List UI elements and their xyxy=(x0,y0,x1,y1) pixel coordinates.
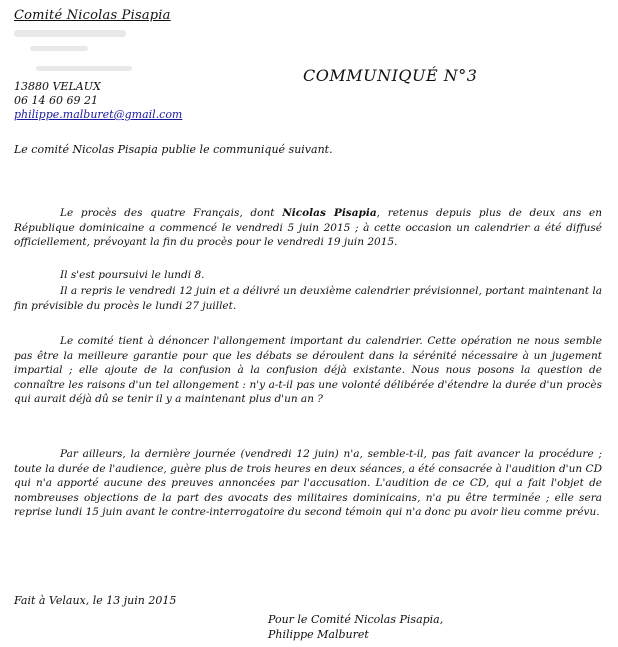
communique-title: COMMUNIQUÉ N°3 xyxy=(303,66,478,85)
paragraph-text: Il s'est poursuivi le lundi 8. xyxy=(60,269,205,281)
signature-block xyxy=(268,612,443,642)
paragraph-text: Le comité tient à dénoncer l'allongement important du calendrier. Cette opération ne nous semble pas être la meilleure garantie pour que les débats se déroulent dans la sérénité nécessaire à un jugement impartial ; elle ajoute de la confusion à la confusion déjà existante. Nous nous posons la question de connaître les raisons d'un tel allongement : n'y a-t-il pas une volonté délibérée d'étendre la durée d'un procès qui aurait déjà dû se tenir il y a maintenant plus d'un an ? xyxy=(14,335,602,405)
place-date: Fait à Velaux, le 13 juin 2015 xyxy=(14,594,177,607)
paragraph-continued xyxy=(14,268,602,283)
paragraph-resumed xyxy=(14,284,602,313)
postcode-city: 13880 VELAUX xyxy=(14,80,101,93)
accused-name: Nicolas Pisapia xyxy=(282,207,377,219)
intro-line: Le comité Nicolas Pisapia publie le communiqué suivant. xyxy=(14,143,333,156)
email-link[interactable]: philippe.malburet@gmail.com xyxy=(14,108,183,121)
paragraph-text: Par ailleurs, la dernière journée (vendredi 12 juin) n'a, semble-t-il, pas fait avancer la procédure ; toute la durée de l'audience, guère plus de trois heures en deux séances, a été consacrée à l'audition d'un CD qui n'a apporté aucune des preuves annoncées par l'accusation. L'audition de ce CD, qui a fait l'objet de nombreuses objections de la part des avocats des militaires dominicains, n'a pu être terminée ; elle sera reprise lundi 15 juin avant le contre-interrogatoire du second témoin qui n'a donc pu avoir lieu comme prévu. xyxy=(14,448,602,518)
committee-name: Comité Nicolas Pisapia xyxy=(14,8,171,23)
paragraph-text-start: Le procès des quatre Français, dont xyxy=(60,207,283,219)
redacted-smudge xyxy=(36,66,132,71)
signature-line: Pour le Comité Nicolas Pisapia, xyxy=(268,613,444,626)
phone-number: 06 14 60 69 21 xyxy=(14,94,98,107)
paragraph-denunciation xyxy=(14,334,602,407)
redacted-smudge xyxy=(14,30,126,37)
paragraph-trial-start xyxy=(14,206,602,250)
signatory-name: Philippe Malburet xyxy=(268,628,369,641)
redacted-smudge xyxy=(30,46,88,51)
paragraph-text: Il a repris le vendredi 12 juin et a délivré un deuxième calendrier prévisionnel, portant maintenant la fin prévisible du procès le lundi 27 juillet. xyxy=(14,285,602,312)
paragraph-last-hearing xyxy=(14,447,602,520)
address-block xyxy=(14,80,182,122)
paragraph-text xyxy=(14,206,602,250)
paragraph-text-end: , retenus depuis plus de deux ans en République dominicaine a commencé le vendredi 5 juin 2015 ; à cette occasion un calendrier a été diffusé officiellement, prévoyant la fin du procès pour le vendredi 19 juin 2015. xyxy=(14,207,602,248)
